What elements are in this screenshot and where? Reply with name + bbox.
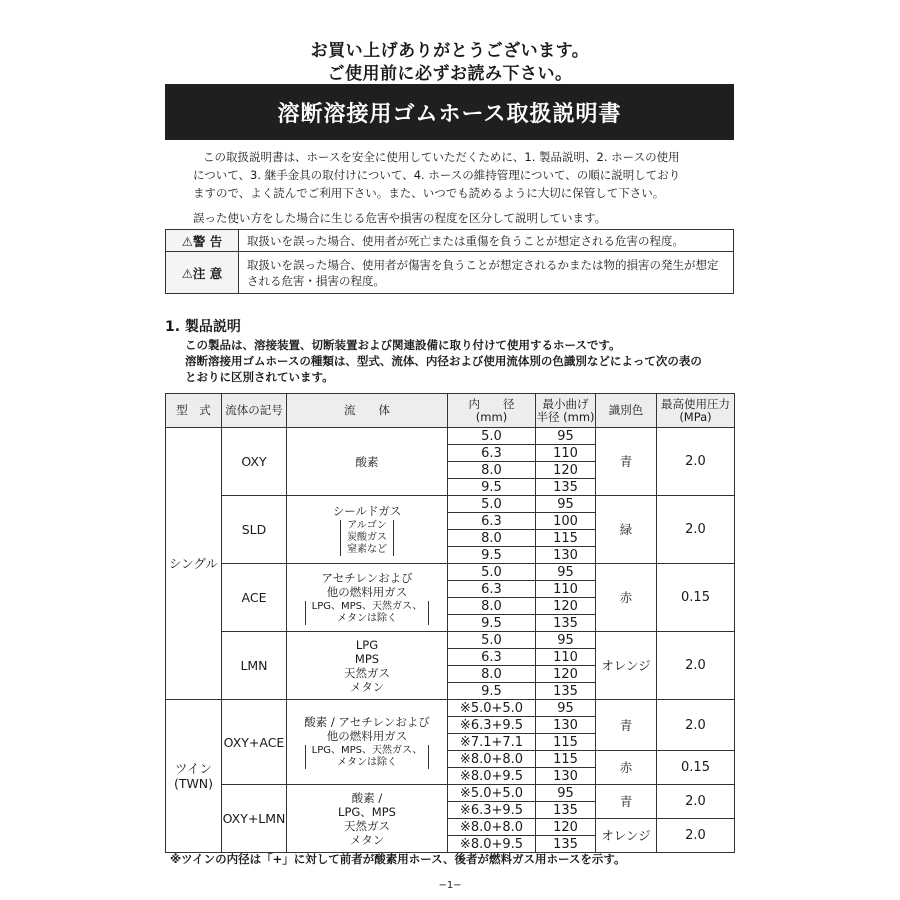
- bend-cell: 130: [536, 717, 596, 734]
- diameter-cell: ※5.0+5.0: [448, 700, 536, 717]
- pressure-cell: 2.0: [657, 819, 735, 853]
- fluid-main: 他の燃料用ガス: [326, 729, 408, 743]
- greeting-line-2: ご使用前に必ずお読み下さい。: [327, 64, 573, 84]
- warning-label: ⚠警 告: [166, 230, 239, 252]
- type-twin: [166, 700, 222, 853]
- diameter-cell: 5.0: [448, 564, 536, 581]
- table-row: [166, 632, 735, 649]
- diameter-cell: 9.5: [448, 479, 536, 496]
- fluid-line: メタン: [349, 832, 385, 847]
- intro-line-2: について、3. 継手金具の取付けについて、4. ホースの維持管理について、の順に説明しており: [193, 168, 681, 182]
- fluid-sub: LPG、MPS、天然ガス、: [311, 600, 423, 612]
- bend-cell: 95: [536, 564, 596, 581]
- diameter-cell: 9.5: [448, 615, 536, 632]
- header-code: 流体の記号: [222, 394, 287, 428]
- type-twin-line: (TWN): [173, 776, 214, 791]
- pressure-cell: 2.0: [657, 632, 735, 700]
- code-cell: OXY: [222, 428, 287, 496]
- table-row: [166, 564, 735, 581]
- warning-row: [166, 230, 734, 252]
- fluid-main: 他の燃料用ガス: [326, 584, 408, 599]
- table-row: [166, 428, 735, 445]
- color-cell: オレンジ: [596, 819, 657, 853]
- diameter-cell: 5.0: [448, 428, 536, 445]
- diameter-cell: 6.3: [448, 445, 536, 462]
- diameter-cell: 9.5: [448, 547, 536, 564]
- section-description: [185, 337, 745, 385]
- color-cell: 青: [596, 700, 657, 751]
- bend-cell: 120: [536, 666, 596, 683]
- page-title: 溶断溶接用ゴムホース取扱説明書: [165, 84, 734, 140]
- diameter-cell: 9.5: [448, 683, 536, 700]
- product-spec-table: [165, 393, 735, 853]
- desc-line-2: 溶断溶接用ゴムホースの種類は、型式、流体、内径および使用流体別の色識別などによって次の表の: [185, 354, 702, 368]
- bend-cell: 100: [536, 513, 596, 530]
- color-cell: オレンジ: [596, 632, 657, 700]
- bend-cell: 130: [536, 768, 596, 785]
- bend-cell: 115: [536, 530, 596, 547]
- diameter-cell: 5.0: [448, 496, 536, 513]
- fluid-main: アセチレンおよび: [321, 570, 413, 585]
- table-row: [166, 785, 735, 802]
- code-cell: ACE: [222, 564, 287, 632]
- bend-cell: 115: [536, 734, 596, 751]
- desc-line-1: この製品は、溶接装置、切断装置および関連設備に取り付けて使用するホースです。: [185, 338, 621, 352]
- fluid-line: 天然ガス: [344, 818, 390, 833]
- bend-cell: 130: [536, 547, 596, 564]
- diameter-cell: 6.3: [448, 649, 536, 666]
- bend-cell: 120: [536, 819, 596, 836]
- header-bend-radius: 最小曲げ 半径 (mm): [536, 394, 596, 428]
- bend-cell: 95: [536, 700, 596, 717]
- code-cell: OXY+LMN: [222, 785, 287, 853]
- fluid-sub: 窒素など: [347, 543, 387, 555]
- intro-line-4: 誤った使い方をした場合に生じる危害や損害の程度を区分して説明しています。: [193, 211, 607, 225]
- diameter-cell: 5.0: [448, 632, 536, 649]
- header-pressure: 最高使用圧力 (MPa): [657, 394, 735, 428]
- diameter-cell: 6.3: [448, 581, 536, 598]
- fluid-sub: メタンは除く: [336, 612, 397, 624]
- bend-cell: 135: [536, 802, 596, 819]
- fluid-cell: [287, 632, 448, 700]
- fluid-main: 酸素 / アセチレンおよび: [304, 715, 430, 729]
- diameter-cell: 8.0: [448, 530, 536, 547]
- bend-cell: 135: [536, 615, 596, 632]
- pressure-cell: 2.0: [657, 496, 735, 564]
- bend-cell: 95: [536, 428, 596, 445]
- diameter-cell: 8.0: [448, 462, 536, 479]
- code-cell: OXY+ACE: [222, 700, 287, 785]
- fluid-sub: メタンは除く: [336, 757, 397, 768]
- diameter-cell: ※8.0+8.0: [448, 819, 536, 836]
- fluid-cell: [287, 785, 448, 853]
- fluid-line: LPG: [355, 637, 379, 652]
- intro-line-1: この取扱説明書は、ホースを安全に使用していただくために、1. 製品説明、2. ホースの使用: [203, 150, 680, 164]
- page-number: −1−: [438, 880, 462, 891]
- header-type: 型 式: [166, 394, 222, 428]
- pressure-cell: 2.0: [657, 700, 735, 751]
- fluid-cell: [287, 564, 448, 632]
- fluid-sub: LPG、MPS、天然ガス、: [311, 745, 423, 756]
- fluid-sub: アルゴン: [347, 519, 387, 531]
- code-cell: LMN: [222, 632, 287, 700]
- bend-cell: 110: [536, 649, 596, 666]
- fluid-line: LPG、MPS: [338, 804, 396, 819]
- diameter-cell: 8.0: [448, 666, 536, 683]
- fluid-line: 天然ガス: [344, 665, 390, 680]
- diameter-cell: ※7.1+7.1: [448, 734, 536, 751]
- intro-paragraph: [193, 148, 733, 202]
- fluid-line: メタン: [349, 679, 385, 694]
- header-fluid: 流 体: [287, 394, 448, 428]
- diameter-cell: ※6.3+9.5: [448, 717, 536, 734]
- caution-label: ⚠注 意: [166, 252, 239, 294]
- bend-cell: 120: [536, 462, 596, 479]
- pressure-cell: 2.0: [657, 428, 735, 496]
- table-row: [166, 496, 735, 513]
- diameter-cell: ※8.0+9.5: [448, 836, 536, 853]
- diameter-cell: 8.0: [448, 598, 536, 615]
- caution-text: 取扱いを誤った場合、使用者が傷害を負うことが想定されるかまたは物的損害の発生が想定される危害・損害の程度。: [239, 252, 734, 294]
- bend-cell: 95: [536, 785, 596, 802]
- bend-cell: 135: [536, 836, 596, 853]
- table-header-row: [166, 394, 735, 428]
- bend-cell: 135: [536, 479, 596, 496]
- diameter-cell: ※5.0+5.0: [448, 785, 536, 802]
- caution-row: [166, 252, 734, 294]
- header-color: 識別色: [596, 394, 657, 428]
- intro-line-3: ますので、よく読んでご利用下さい。また、いつでも読めるように大切に保管して下さい。: [193, 186, 665, 200]
- fluid-line: 酸素 /: [351, 790, 383, 805]
- fluid-bracket: [305, 601, 430, 625]
- color-cell: 緑: [596, 496, 657, 564]
- type-single: シングル: [166, 428, 222, 700]
- fluid-line: MPS: [354, 651, 380, 666]
- color-cell: 青: [596, 428, 657, 496]
- pressure-cell: 0.15: [657, 564, 735, 632]
- desc-line-3: とおりに区別されています。: [185, 370, 334, 384]
- bend-cell: 110: [536, 445, 596, 462]
- warning-text: 取扱いを誤った場合、使用者が死亡または重傷を負うことが想定される危害の程度。: [239, 230, 734, 252]
- table-row: [166, 700, 735, 717]
- color-cell: 赤: [596, 751, 657, 785]
- diameter-cell: ※6.3+9.5: [448, 802, 536, 819]
- fluid-cell: [287, 496, 448, 564]
- diameter-cell: 6.3: [448, 513, 536, 530]
- type-twin-line: ツイン: [175, 761, 212, 776]
- bend-cell: 95: [536, 632, 596, 649]
- fluid-cell: 酸素: [287, 428, 448, 496]
- bend-cell: 110: [536, 581, 596, 598]
- fluid-sub: 炭酸ガス: [347, 531, 387, 543]
- header-diameter: 内 径 (mm): [448, 394, 536, 428]
- code-cell: SLD: [222, 496, 287, 564]
- color-cell: 赤: [596, 564, 657, 632]
- bend-cell: 135: [536, 683, 596, 700]
- fluid-bracket: [340, 520, 394, 556]
- fluid-main: シールドガス: [332, 503, 402, 518]
- fluid-bracket: [305, 745, 430, 769]
- section-heading: 1. 製品説明: [165, 319, 241, 335]
- pressure-cell: 2.0: [657, 785, 735, 819]
- greeting-line-1: お買い上げありがとうございます。: [310, 41, 590, 61]
- bend-cell: 120: [536, 598, 596, 615]
- pressure-cell: 0.15: [657, 751, 735, 785]
- color-cell: 青: [596, 785, 657, 819]
- bend-cell: 115: [536, 751, 596, 768]
- table-footnote: ※ツインの内径は「+」に対して前者が酸素用ホース、後者が燃料ガス用ホースを示す。: [170, 852, 626, 866]
- diameter-cell: ※8.0+8.0: [448, 751, 536, 768]
- bend-cell: 95: [536, 496, 596, 513]
- warning-table: [165, 229, 734, 294]
- diameter-cell: ※8.0+9.5: [448, 768, 536, 785]
- fluid-cell: [287, 700, 448, 785]
